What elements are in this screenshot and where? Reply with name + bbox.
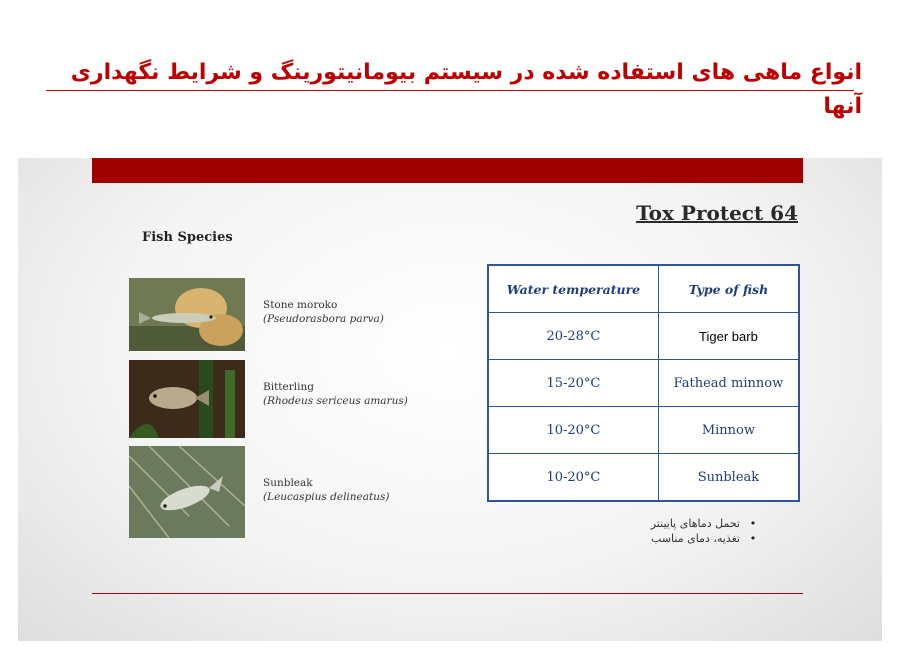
header-water-temperature: Water temperature [488, 265, 658, 313]
cell-fish-type: Minnow [658, 407, 799, 454]
cell-fish-type: Tiger barb [658, 313, 799, 360]
fish-photo-stone-moroko [129, 278, 245, 351]
cell-temperature: 15-20°C [488, 360, 658, 407]
table-row [488, 313, 799, 360]
table-row [488, 360, 799, 407]
fish-label-stone-moroko [263, 298, 384, 326]
cell-temperature: 10-20°C [488, 454, 658, 502]
cell-temperature: 10-20°C [488, 407, 658, 454]
fish-common-name: Bitterling [263, 381, 314, 393]
slide [18, 158, 882, 641]
fish-scientific-name: (Leucaspius delineatus) [263, 491, 390, 503]
fish-label-sunbleak [263, 476, 390, 504]
fish-common-name: Stone moroko [263, 299, 338, 311]
page-title: انواع ماهی های استفاده شده در سیستم بیومانیتورینگ و شرایط نگهداری آنها [70, 60, 862, 119]
fish-common-name: Sunbleak [263, 477, 313, 489]
cell-temperature: 20-28°C [488, 313, 658, 360]
table-row [488, 407, 799, 454]
slide-heading: Tox Protect 64 [636, 201, 798, 225]
header-bar [92, 158, 803, 183]
table-row [488, 454, 799, 502]
fish-photo-bitterling [129, 360, 245, 438]
fish-scientific-name: (Rhodeus sericeus amarus) [263, 395, 408, 407]
list-item: • تغذیه، دمای مناسب [651, 531, 760, 546]
fish-label-bitterling [263, 380, 408, 408]
notes-list [651, 516, 760, 546]
title-underline [46, 90, 854, 91]
fish-scientific-name: (Pseudorasbora parva) [263, 313, 384, 325]
fish-temperature-table [487, 264, 800, 502]
cell-fish-type: Fathead minnow [658, 360, 799, 407]
footer-divider [92, 593, 803, 594]
cell-fish-type: Sunbleak [658, 454, 799, 502]
species-title: Fish Species [142, 230, 233, 245]
list-item: • تحمل دماهای پایینتر [651, 516, 760, 531]
table-header-row [488, 265, 799, 313]
header-type-of-fish: Type of fish [658, 265, 799, 313]
fish-photo-sunbleak [129, 446, 245, 538]
